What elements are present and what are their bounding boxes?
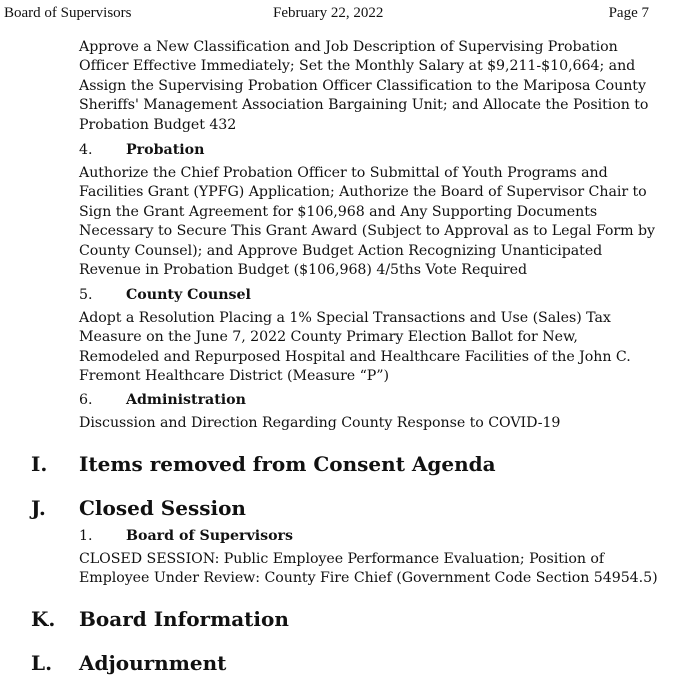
- section-letter: L.: [31, 651, 53, 675]
- section-title: Closed Session: [79, 496, 246, 520]
- text-line: Assign the Supervising Probation Officer Classification to the Mariposa County: [79, 77, 646, 94]
- item-number: 1.: [79, 528, 93, 544]
- header-page-number: Page 7: [608, 5, 649, 21]
- section-j-item-1-description: [79, 550, 669, 589]
- section-title: Board Information: [79, 607, 289, 631]
- item-5-description: [79, 309, 669, 387]
- text-line: County Counsel); and Approve Budget Action Recognizing Unanticipated: [79, 242, 603, 259]
- text-line: Revenue in Probation Budget ($106,968) 4/5ths Vote Required: [79, 262, 528, 279]
- item-title: County Counsel: [126, 287, 251, 303]
- text-line: CLOSED SESSION: Public Employee Performance Evaluation; Position of: [79, 551, 605, 567]
- text-line: Remodeled and Repurposed Hospital and Healthcare Facilities of the John C.: [79, 348, 631, 365]
- item-title: Administration: [126, 392, 246, 408]
- item-number: 6.: [79, 392, 93, 408]
- text-line: Sign the Grant Agreement for $106,968 and Any Supporting Documents: [79, 203, 598, 220]
- text-line: Facilities Grant (YPFG) Application; Authorize the Board of Supervisor Chair to: [79, 184, 647, 201]
- item-title: Board of Supervisors: [126, 528, 294, 544]
- item-6-description: [79, 414, 669, 433]
- section-title: Items removed from Consent Agenda: [79, 452, 496, 476]
- section-letter: I.: [31, 452, 48, 476]
- text-line: Fremont Healthcare District (Measure “P”): [79, 368, 389, 385]
- item-title: Probation: [126, 142, 205, 158]
- header-board-name: Board of Supervisors: [4, 5, 132, 21]
- item-number: 4.: [79, 142, 93, 158]
- text-line: Sheriffs' Management Association Bargaining Unit; and Allocate the Position to: [79, 97, 649, 114]
- text-line: Necessary to Secure This Grant Award (Subject to Approval as to Legal Form by: [79, 223, 655, 240]
- text-line: Employee Under Review: County Fire Chief (Government Code Section 54954.5): [79, 570, 658, 587]
- item-4-description: [79, 164, 669, 280]
- section-letter: K.: [31, 607, 56, 631]
- section-letter: J.: [31, 496, 46, 520]
- text-line: Approve a New Classification and Job Description of Supervising Probation: [79, 39, 618, 55]
- text-line: Officer Effective Immediately; Set the Monthly Salary at $9,211-$10,664; and: [79, 58, 636, 75]
- text-line: Measure on the June 7, 2022 County Primary Election Ballot for New,: [79, 329, 578, 346]
- text-line: Discussion and Direction Regarding County Response to COVID-19: [79, 415, 561, 431]
- item-3-description: [79, 38, 669, 135]
- header-date: February 22, 2022: [273, 5, 384, 21]
- section-title: Adjournment: [79, 651, 227, 675]
- text-line: Authorize the Chief Probation Officer to Submittal of Youth Programs and: [79, 165, 608, 181]
- text-line: Adopt a Resolution Placing a 1% Special Transactions and Use (Sales) Tax: [79, 310, 611, 326]
- item-number: 5.: [79, 287, 93, 303]
- text-line: Probation Budget 432: [79, 116, 237, 133]
